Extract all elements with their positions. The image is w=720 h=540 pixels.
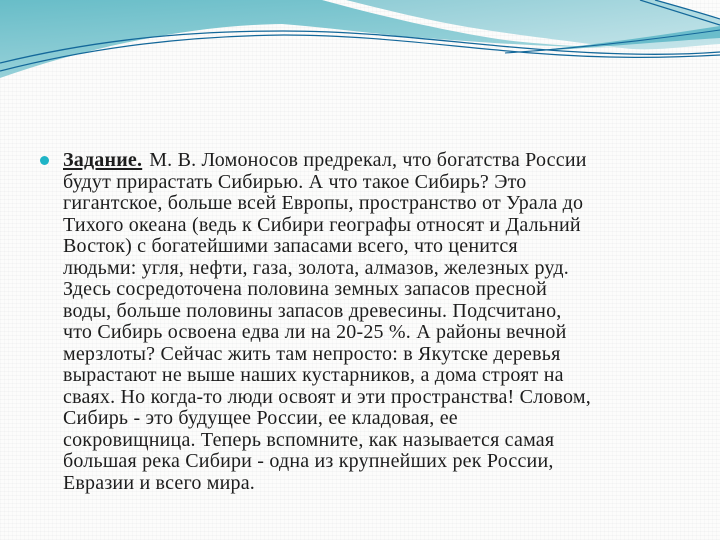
text-line: Восток) с богатейшими запасами всего, что ценится — [63, 235, 518, 257]
text-line: Сибирь - это будущее России, ее кладовая, ее — [63, 407, 458, 429]
task-lines — [63, 172, 713, 495]
text-line: вырастают не выше наших кустарников, а дома строят на — [63, 364, 564, 386]
text-line: гигантское, больше всей Европы, пространство от Урала до — [63, 192, 584, 214]
text-line: воды, больше половины запасов древесины. Подсчитано, — [63, 299, 562, 322]
task-text-block — [63, 150, 713, 494]
bullet-point-icon — [40, 156, 49, 165]
text-line: Тихого океана (ведь к Сибири географы относят и Дальний — [63, 213, 581, 236]
text-line: будут прирастать Сибирью. А что такое Сибирь? Это — [63, 170, 527, 193]
text-line: большая река Сибири - одна из крупнейших рек России, — [63, 450, 554, 472]
text-line — [63, 150, 713, 172]
text-line: мерзлоты? Сейчас жить там непросто: в Якутске деревья — [63, 342, 561, 365]
wave-header-decoration — [0, 0, 720, 110]
text-line: Евразии и всего мира. — [63, 471, 256, 494]
text-line: что Сибирь освоена едва ли на 20-25 %. А районы вечной — [63, 321, 567, 343]
text-line: людьми: угля, нефти, газа, золота, алмазов, железных руд. — [63, 256, 569, 279]
task-first-line-text: М. В. Ломоносов предрекал, что богатства России — [149, 149, 587, 171]
task-label: Задание. — [63, 149, 143, 171]
text-line: сваях. Но когда-то люди освоят и эти пространства! Словом, — [63, 385, 591, 408]
text-line: Здесь сосредоточена половина земных запасов пресной — [63, 278, 548, 300]
text-line: сокровищница. Теперь вспомните, как называется самая — [63, 428, 555, 451]
